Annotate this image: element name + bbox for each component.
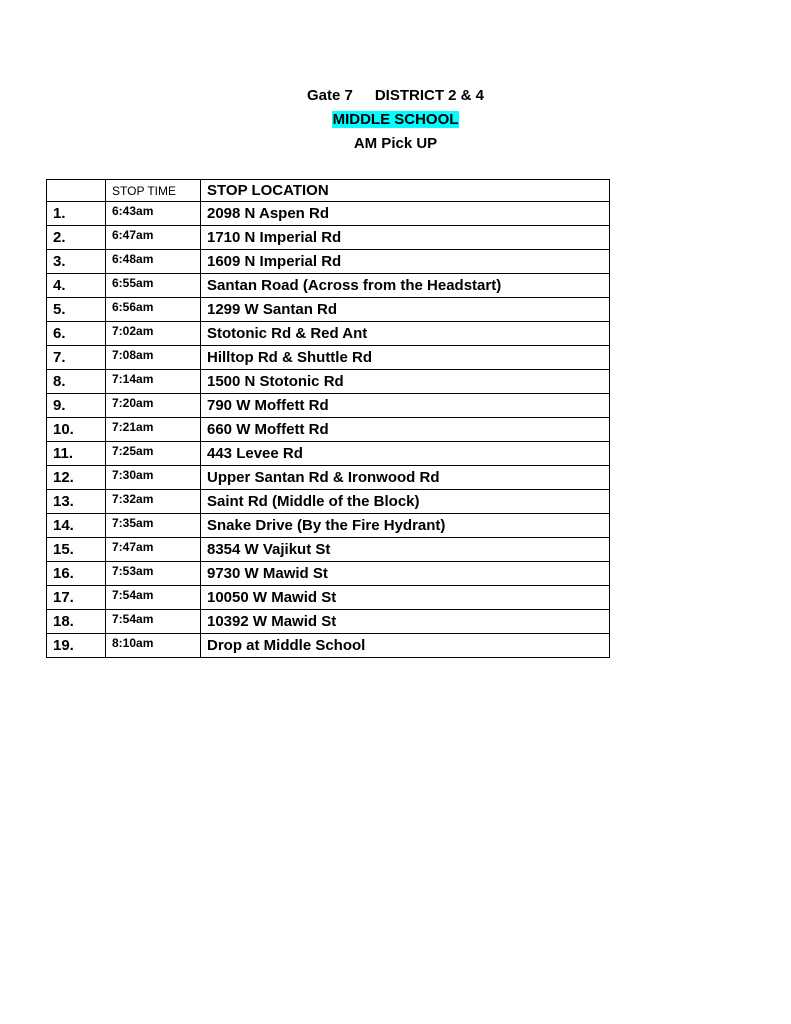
stop-time: 7:32am (106, 490, 201, 514)
stop-number: 19. (47, 634, 106, 658)
table-row (47, 490, 610, 514)
stop-time: 6:48am (106, 250, 201, 274)
column-header-stop-time: STOP TIME (106, 180, 201, 202)
stop-number: 16. (47, 562, 106, 586)
stop-location: 660 W Moffett Rd (201, 418, 610, 442)
school-label-highlighted: MIDDLE SCHOOL (332, 111, 459, 128)
table-row (47, 202, 610, 226)
gate-label: Gate 7 (306, 87, 353, 104)
stop-time: 7:53am (106, 562, 201, 586)
stop-location: 1500 N Stotonic Rd (201, 370, 610, 394)
stop-number: 7. (47, 346, 106, 370)
stop-location: Saint Rd (Middle of the Block) (201, 490, 610, 514)
stop-location: 8354 W Vajikut St (201, 538, 610, 562)
table-row (47, 226, 610, 250)
stop-location: 1299 W Santan Rd (201, 298, 610, 322)
table-row (47, 346, 610, 370)
stop-location: Upper Santan Rd & Ironwood Rd (201, 466, 610, 490)
stop-time: 7:08am (106, 346, 201, 370)
title-line (0, 84, 791, 108)
stop-time: 7:30am (106, 466, 201, 490)
stop-number: 15. (47, 538, 106, 562)
stop-time: 7:14am (106, 370, 201, 394)
stop-time: 6:47am (106, 226, 201, 250)
table-row (47, 274, 610, 298)
stop-location: 10392 W Mawid St (201, 610, 610, 634)
table-row (47, 466, 610, 490)
stop-time: 7:54am (106, 610, 201, 634)
table-row (47, 514, 610, 538)
stop-time: 7:20am (106, 394, 201, 418)
stop-number: 9. (47, 394, 106, 418)
stop-number: 3. (47, 250, 106, 274)
stop-number: 18. (47, 610, 106, 634)
stop-location: Stotonic Rd & Red Ant (201, 322, 610, 346)
stop-location: 9730 W Mawid St (201, 562, 610, 586)
stop-location: 2098 N Aspen Rd (201, 202, 610, 226)
column-header-number (47, 180, 106, 202)
stop-location: Snake Drive (By the Fire Hydrant) (201, 514, 610, 538)
stop-location: 443 Levee Rd (201, 442, 610, 466)
stop-time: 7:47am (106, 538, 201, 562)
stop-number: 8. (47, 370, 106, 394)
stop-schedule-table (46, 179, 610, 658)
stop-location: 1609 N Imperial Rd (201, 250, 610, 274)
table-row (47, 442, 610, 466)
subtitle-label: AM Pick UP (353, 135, 438, 152)
stop-time: 6:55am (106, 274, 201, 298)
stop-number: 1. (47, 202, 106, 226)
stop-time: 7:02am (106, 322, 201, 346)
stop-time: 8:10am (106, 634, 201, 658)
stop-time: 7:25am (106, 442, 201, 466)
stop-number: 14. (47, 514, 106, 538)
stop-number: 10. (47, 418, 106, 442)
stop-number: 13. (47, 490, 106, 514)
table-row (47, 418, 610, 442)
stop-number: 11. (47, 442, 106, 466)
table-row (47, 586, 610, 610)
stop-location: 1710 N Imperial Rd (201, 226, 610, 250)
stop-location: 790 W Moffett Rd (201, 394, 610, 418)
stop-time: 6:43am (106, 202, 201, 226)
table-row (47, 394, 610, 418)
stop-number: 5. (47, 298, 106, 322)
table-row (47, 538, 610, 562)
table-header-row (47, 180, 610, 202)
stop-time: 7:21am (106, 418, 201, 442)
stop-location: Hilltop Rd & Shuttle Rd (201, 346, 610, 370)
stop-number: 4. (47, 274, 106, 298)
document-header (0, 84, 791, 156)
stop-number: 12. (47, 466, 106, 490)
column-header-stop-location: STOP LOCATION (201, 180, 610, 202)
stop-location: Santan Road (Across from the Headstart) (201, 274, 610, 298)
stop-number: 2. (47, 226, 106, 250)
stop-number: 6. (47, 322, 106, 346)
table-row (47, 610, 610, 634)
table-row (47, 634, 610, 658)
stop-location: Drop at Middle School (201, 634, 610, 658)
school-line (0, 108, 791, 132)
stop-time: 7:54am (106, 586, 201, 610)
table-row (47, 370, 610, 394)
table-row (47, 298, 610, 322)
stop-number: 17. (47, 586, 106, 610)
table-row (47, 250, 610, 274)
district-label: DISTRICT 2 & 4 (374, 87, 485, 104)
stop-time: 6:56am (106, 298, 201, 322)
stop-time: 7:35am (106, 514, 201, 538)
table-row (47, 562, 610, 586)
table-row (47, 322, 610, 346)
stop-location: 10050 W Mawid St (201, 586, 610, 610)
